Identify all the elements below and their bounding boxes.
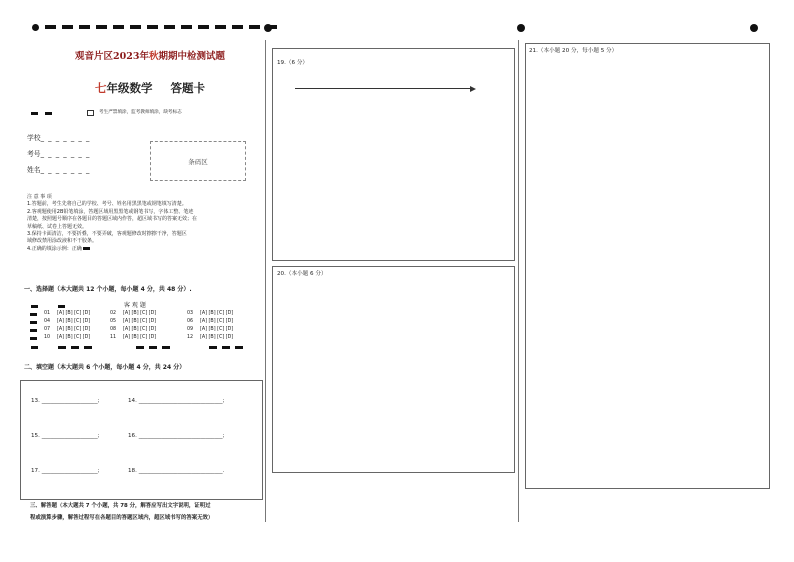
mark-block — [222, 346, 230, 349]
mc-row: 04 [A] [B] [C] [D] 05 [A] [B] [C] [D] 06 [A] [B] [C] [D] — [30, 319, 260, 327]
alignment-marker — [750, 24, 758, 32]
instruction-line: 3.保持卡面清洁，不要折叠，不要弄破，客观题修改时擦擦干净，答题区 — [27, 231, 187, 238]
mark-block — [209, 346, 217, 349]
mark-block — [31, 112, 38, 115]
question-21-label: 21.（本小题 20 分，每小题 5 分） — [529, 48, 618, 54]
mark-block — [136, 346, 144, 349]
mark-block — [45, 112, 52, 115]
exam-number-field[interactable]: 考号_ _ _ _ _ _ _ — [27, 150, 91, 158]
mark-block — [162, 346, 170, 349]
instruction-line: 域修改禁用涂改液和不干胶条。 — [27, 238, 98, 245]
answer-box-21[interactable] — [525, 43, 770, 489]
answer-box-19[interactable] — [272, 48, 515, 261]
answer-box-20[interactable] — [272, 266, 515, 473]
barcode-area: 条码区 — [150, 141, 246, 181]
column-divider — [518, 40, 519, 522]
fill-item-14[interactable]: 14. ______________________________; — [128, 398, 225, 404]
mark-block — [235, 346, 243, 349]
column-divider — [265, 40, 266, 522]
absence-checkbox[interactable] — [87, 110, 94, 116]
number-line — [295, 88, 473, 89]
question-19-label: 19.（6 分） — [277, 60, 309, 66]
section-1-title: 一、选择题（本大题共 12 个小题，每小题 4 分，共 48 分）. — [24, 286, 192, 293]
alignment-marker — [517, 24, 525, 32]
fill-item-18[interactable]: 18. ______________________________. — [128, 468, 225, 474]
section-2-title: 二、填空题（本大题共 6 个小题，每小题 4 分，共 24 分） — [24, 364, 186, 371]
school-field[interactable]: 学校_ _ _ _ _ _ _ — [27, 134, 91, 142]
fill-item-17[interactable]: 17. ____________________; — [31, 468, 100, 474]
fill-item-15[interactable]: 15. ____________________; — [31, 433, 100, 439]
fill-item-13[interactable]: 13. ____________________; — [31, 398, 100, 404]
instruction-line: 草稿纸、试卷上答题无效。 — [27, 223, 88, 230]
name-field[interactable]: 姓名_ _ _ _ _ _ _ — [27, 166, 91, 174]
alignment-dot — [32, 24, 39, 31]
mc-row: 07 [A] [B] [C] [D] 08 [A] [B] [C] [D] 09 [A] [B] [C] [D] — [30, 327, 260, 335]
mark-block — [31, 305, 38, 308]
mark-block — [84, 346, 92, 349]
mark-block — [149, 346, 157, 349]
alignment-marker — [264, 24, 272, 32]
mark-block — [71, 346, 79, 349]
section-3-title: 三、解答题（本大题共 7 个小题，共 78 分，解答应写出文字说明，证明过 — [30, 503, 211, 509]
instruction-line: 1.答题前，考生先将自己的学校、考号、姓名用黑黑笔或钢笔填写清楚。 — [27, 201, 187, 208]
instructions — [27, 194, 257, 253]
mc-row: 10 [A] [B] [C] [D] 11 [A] [B] [C] [D] 12 [A] [B] [C] [D] — [30, 335, 260, 343]
alignment-dash-bar — [32, 24, 268, 30]
arrow-right-icon — [470, 86, 476, 92]
mc-row: 01 [A] [B] [C] [D] 02 [A] [B] [C] [D] 03 [A] [B] [C] [D] — [30, 311, 260, 319]
instructions-title: 注 意 事 项 — [27, 194, 52, 200]
instruction-line: 清楚，按照题号顺序在各题目的答题区域内作答，超区域书写的答案无效；在 — [27, 216, 198, 223]
question-20-label: 20.（本小题 6 分） — [277, 271, 327, 277]
objective-header: 客 观 题 — [124, 302, 146, 309]
exam-title: 观音片区2023年秋期期中检测试题 — [75, 51, 225, 62]
section-3-subtitle: 程或演算步骤，解答过程写在各题目的答题区域内，超区域书写的答案无效） — [30, 515, 214, 521]
mark-block — [31, 346, 38, 349]
subject-title: 七年级数学 答题卡 — [94, 81, 205, 95]
absence-notice: 考生严禁填涂，监考教师填涂，缺考标志 — [99, 110, 182, 115]
instruction-line: 4.正确的填涂示例：正确 — [27, 246, 257, 253]
instruction-line: 2.客观题使用2B铅笔填涂，答题区域用黑黑笔或钢笔书写，字体工整、笔迹 — [27, 208, 194, 215]
mark-block — [58, 305, 65, 308]
fill-item-16[interactable]: 16. ______________________________; — [128, 433, 225, 439]
mark-block — [58, 346, 66, 349]
